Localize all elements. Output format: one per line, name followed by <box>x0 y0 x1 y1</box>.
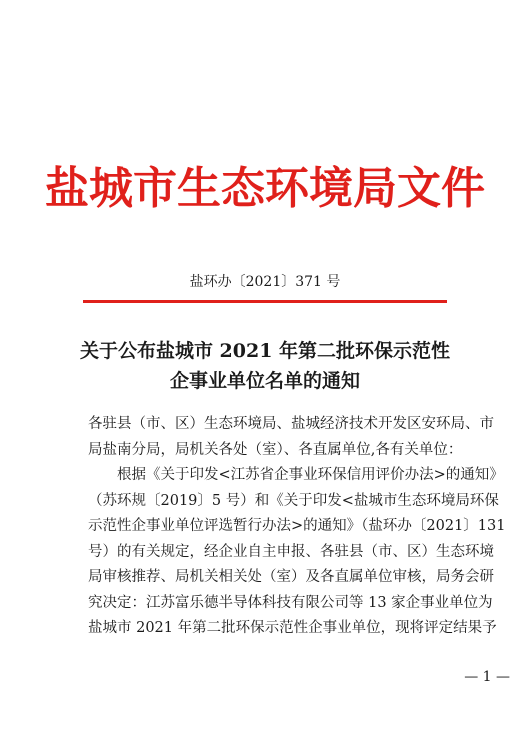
issuer-heading: 盐城市生态环境局文件 <box>45 163 485 214</box>
notice-body <box>88 412 506 642</box>
document-number: 盐环办〔2021〕371 号 <box>189 274 341 290</box>
body-line: 究决定：江苏富乐德半导体科技有限公司等 13 家企事业单位为 <box>88 594 493 611</box>
body-line: 各驻县（市、区）生态环境局、盐城经济技术开发区安环局、市 <box>88 416 494 432</box>
notice-title-line-2: 企事业单位名单的通知 <box>169 370 360 392</box>
page-number: — 1 — <box>464 669 510 685</box>
body-line: 局盐南分局，局机关各处（室）、各直属单位,各有关单位： <box>88 441 463 458</box>
notice-title <box>0 336 530 396</box>
body-line: 盐城市 2021 年第二批环保示范性企事业单位，现将评定结果予 <box>88 620 497 636</box>
body-line: 示范性企事业单位评选暂行办法>的通知》（盐环办〔2021〕131 <box>88 518 506 534</box>
body-line: 号）的有关规定，经企业自主申报、各驻县（市、区）生态环境 <box>88 543 494 560</box>
body-line: 根据《关于印发<江苏省企事业环保信用评价办法>的通知》 <box>117 467 504 483</box>
body-line: 局审核推荐、局机关相关处（室）及各直属单位审核，局务会研 <box>88 569 494 585</box>
red-divider-line <box>83 300 447 303</box>
body-line: （苏环规〔2019〕5 号）和《关于印发<盐城市生态环境局环保 <box>88 492 499 509</box>
notice-title-line-1: 关于公布盐城市 2021 年第二批环保示范性 <box>79 340 451 362</box>
